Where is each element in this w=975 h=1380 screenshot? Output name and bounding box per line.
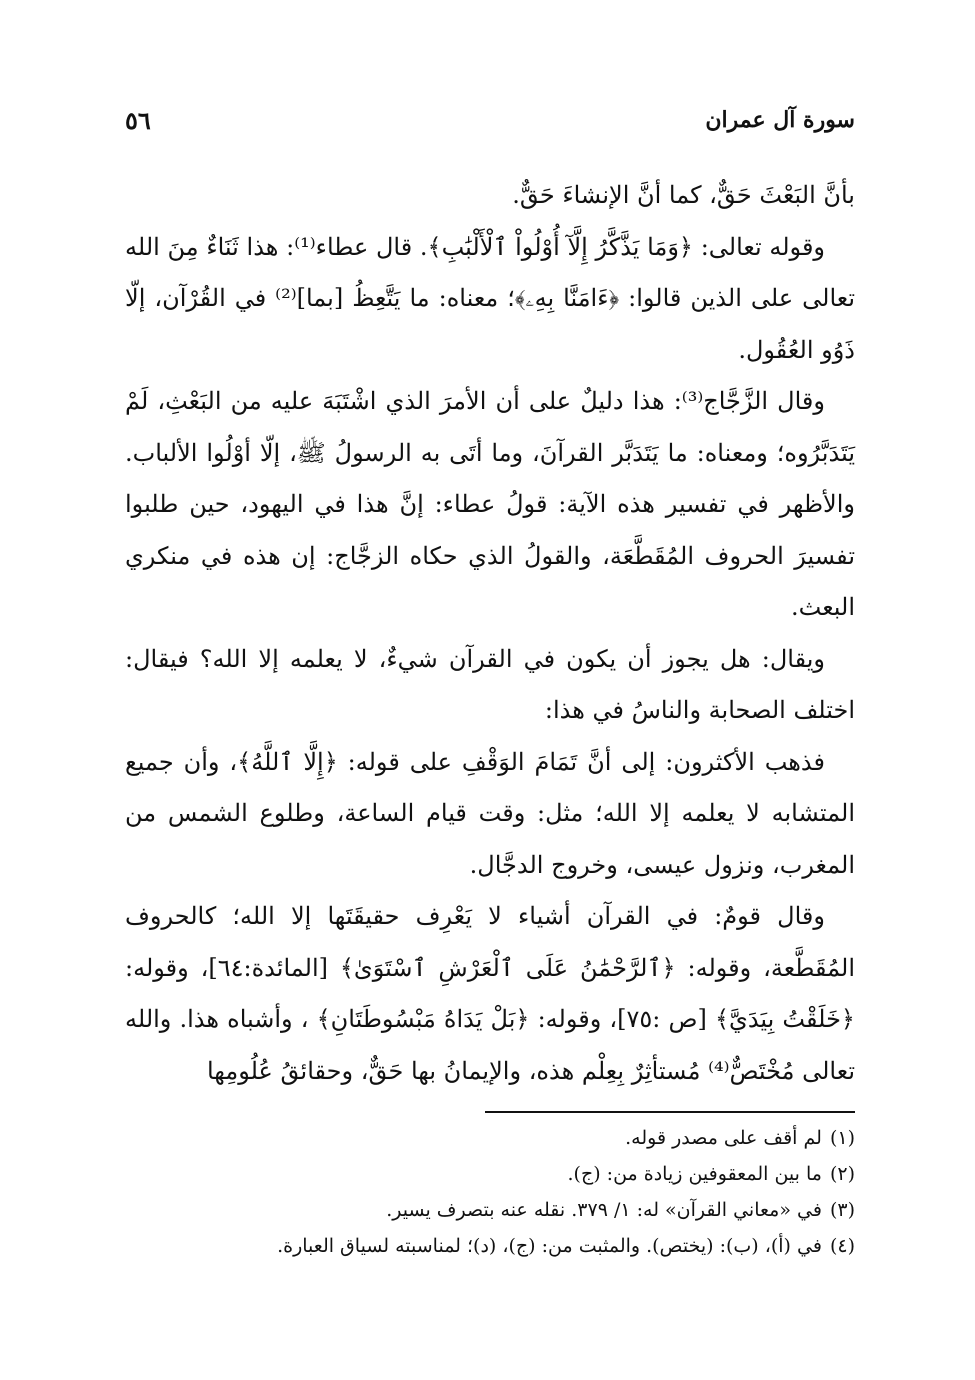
footnote-number: (٤)	[829, 1235, 855, 1257]
footnote-number: (٢)	[829, 1163, 855, 1185]
page-header	[125, 100, 855, 140]
footnote-text: في (أ)، (ب): (يختص). والمثبت من: (ج)، (د)؛ لمناسبته لسياق العبارة.	[277, 1235, 822, 1257]
page-number: ٥٦	[125, 105, 151, 135]
footnote	[125, 1192, 855, 1228]
footnote	[125, 1228, 855, 1264]
paragraph: وقال الزَّجَّاج⁽³⁾: هذا دليلٌ على أن الأمرَ الذي اشْتَبَهَ عليه من البَعْثِ، لَمْ يَتَدَبَّرُوه؛ ومعناه: ما يَتَدَبَّر القرآنَ، وما أتَى به الرسولُ ﷺ، إلّا أوْلُوا الألباب. والأظهر في تفسير هذه الآية: قولُ عطاء: إنَّ هذا في اليهود، حين طلبوا تفسيرَ الحروف المُقَطَّعَة، والقولُ الذي حكاه الزجَّاج: إن هذه في منكري البعث.	[125, 387, 855, 621]
surah-title: سورة آل عمران	[705, 107, 855, 133]
footnote-text: ما بين المعقوفين زيادة من: (ج).	[567, 1163, 822, 1185]
footnote-number: (٣)	[829, 1199, 855, 1221]
footnote	[125, 1120, 855, 1156]
paragraph: بأنَّ البَعْثَ حَقٌّ، كما أنَّ الإنشاءَ حَقٌّ.	[512, 181, 855, 209]
footnote-text: في «معاني القرآن» له: ١/ ٣٧٩. نقله عنه بتصرف يسير.	[386, 1199, 822, 1221]
footnote-divider	[485, 1111, 855, 1113]
main-text	[125, 170, 855, 1097]
footnotes	[125, 1120, 855, 1264]
paragraph: وقال قومٌ: في القرآن أشياء لا يَعْرِف حقيقَتَها إلا الله؛ كالحروف المُقَطَّعة، وقوله: ﴿ٱلرَّحْمَٰنُ عَلَى ٱلْعَرْشِ ٱسْتَوَىٰ﴾ [المائدة:٦٤]، وقوله: ﴿خَلَقْتُ بِيَدَيَّ﴾ [ص :٧٥]، وقوله: ﴿بَلْ يَدَاهُ مَبْسُوطَتَانِ﴾ ، وأشباه هذا. والله تعالى مُخْتَصٌّ⁽⁴⁾ مُستأثِرٌ بِعِلْم هذه، والإيمانُ بها حَقٌّ، وحقائقُ عُلُومِها	[125, 902, 855, 1085]
footnote	[125, 1156, 855, 1192]
paragraph: فذهب الأكثرون: إلى أنَّ تَمَامَ الوَقْفِ على قوله: ﴿إِلَّا ٱللَّهُ﴾، وأن جميع المتشابه لا يعلمه إلا الله؛ مثل: وقت قيام الساعة، وطلوع الشمس من المغرب، ونزول عيسى، وخروج الدجَّال.	[125, 747, 855, 879]
paragraph: وقوله تعالى: ﴿وَمَا يَذَّكَّرُ إِلَّآ أُوْلُواْ ٱلْأَلْبَٰبِ﴾. قال عطاء⁽¹⁾: هذا ثَنَاءٌ مِنَ الله تعالى على الذين قالوا: ﴿ءَامَنَّا بِهِۦ﴾؛ معناه: ما يَتَّعِظُ [بما]⁽²⁾ في القُرْآن، إلّا ذَوُو العُقُول.	[125, 232, 856, 364]
footnote-number: (١)	[829, 1127, 855, 1149]
paragraph: ويقال: هل يجوز أن يكون في القرآن شيءٌ، لا يعلمه إلا الله؟ فيقال: اختلف الصحابة والناسُ في هذا:	[125, 644, 855, 724]
footnote-text: لم أقف على مصدر قوله.	[625, 1127, 822, 1149]
